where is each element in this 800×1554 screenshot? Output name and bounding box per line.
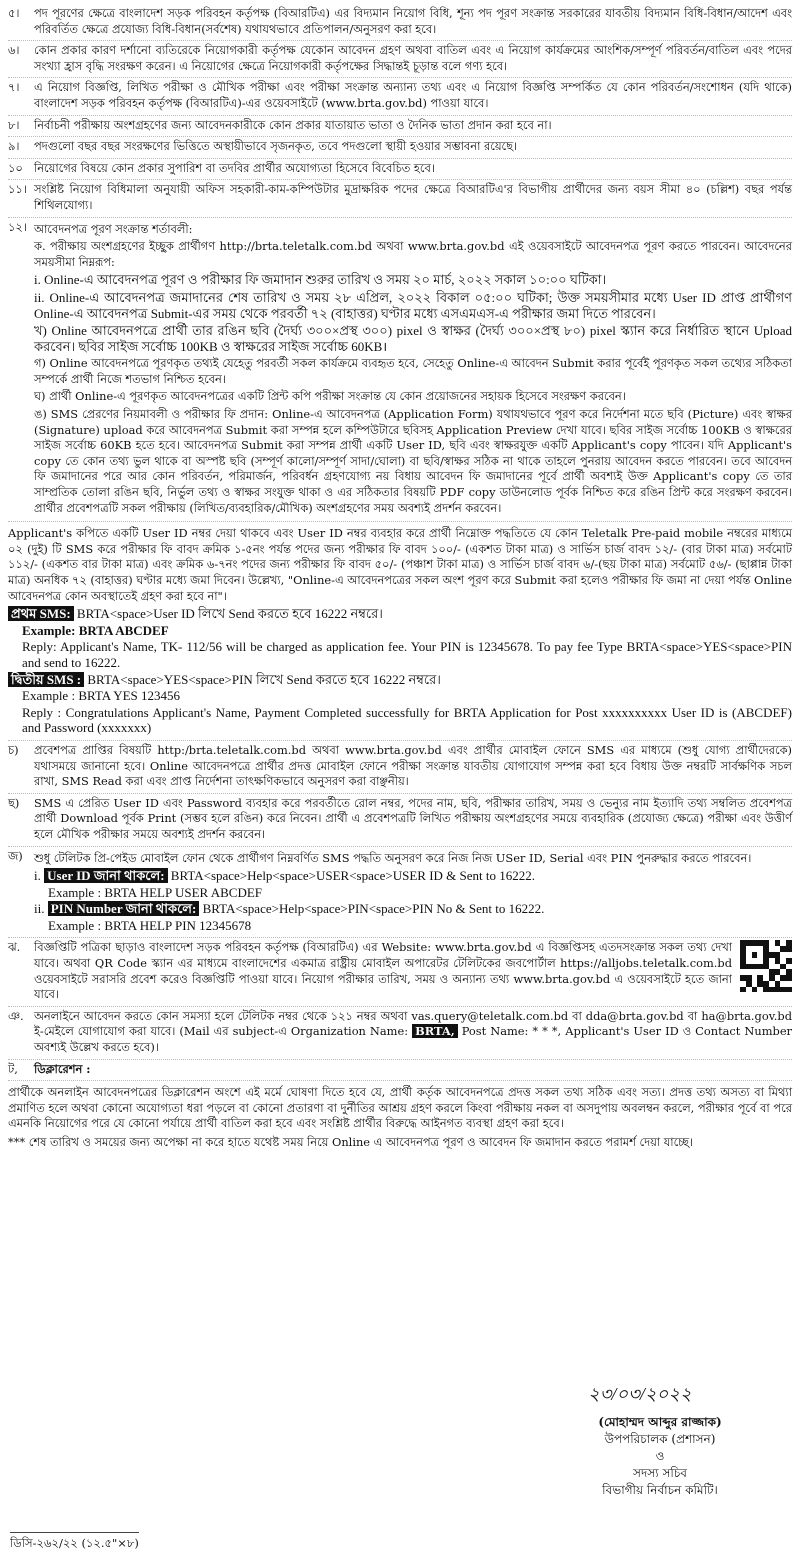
application-conditions-title: আবেদনপত্র পূরণ সংক্রান্ত শর্তাবলী: <box>34 221 193 236</box>
signatory-name: (মোহাম্মদ আব্দুর রাজ্জাক) <box>598 1415 722 1429</box>
signatory-committee: বিভাগীয় নির্বাচন কমিটি। <box>602 1483 718 1497</box>
signatory-role: সদস্য সচিব <box>633 1466 687 1480</box>
pin-recovery-text: BRTA<space>Help<space>PIN<space>PIN No & Sent to 16222. <box>202 901 545 917</box>
signatory-designation: উপপরিচালক (প্রশাসন) <box>604 1432 716 1446</box>
clause-nya: ঞ. অনলাইনে আবেদন করতে কোন সমস্যা হলে টেলিটক নম্বর থেকে ১২১ নম্বর অথবা vas.query@teletalk.com.bd বা dda@brta.gov.bd বা ha@brta.gov.bd ই-মেইলে যোগাযোগ করা যাবে। (Mail এর subject-এ Organization Name: BRTA, Post Name: * * *, Applicant's User ID ও Contact Number অবশ্যই উল্লেখ করতে হবে)। <box>8 1007 792 1060</box>
clause-11: ১১। সংশ্লিষ্ট নিয়োগ বিধিমালা অনুযায়ী অফিস সহকারী-কাম-কম্পিউটার মুদ্রাক্ষরিক পদের ক্ষেত্রে বিআরটিএ'র বিভাগীয় প্রার্থীদের জন্য বয়স সীমা ৪০ (চল্লিশ) বছর পর্যন্ত শিথিলযোগ্য। <box>8 180 792 217</box>
end-date: ii. Online-এ আবেদনপত্র জমাদানের শেষ তারিখ ও সময় ২৮ এপ্রিল, ২০২২ বিকাল ০৫:০০ ঘটিকা; উক্ত সময়সীমার মধ্যে User ID প্রাপ্ত প্রার্থীগণ Online-এ আবেদনপত্র Submit-এর সময় থেকে পরবর্তী ৭২ (বাহাত্তর) ঘণ্টার মধ্যে এসএমএস-এ পরীক্ষার জমা দিতে পারবেন। <box>34 289 792 321</box>
clause-chha: ছ) SMS এ প্রেরিত User ID এবং Password ব্যবহার করে পরবর্তীতে রোল নম্বর, পদের নাম, ছবি, পরীক্ষার তারিখ, সময় ও ভেন্যুর নাম ইত্যাদি তথ্য সম্বলিত প্রবেশপত্র প্রার্থী Download পূর্বক Print (সম্ভব হলে রঙিন) করে নিবেন। প্রার্থী এ প্রবেশপত্রটি লিখিত পরীক্ষায় অংশগ্রহণের সময়ে ব্যবহারিক (প্রযোজ্য ক্ষেত্রে) পরীক্ষা এবং উত্তীর্ণ হলে মৌখিক পরীক্ষার সময়ে অবশ্যই প্রদর্শন করবেন। <box>8 794 792 847</box>
signature-block <box>560 1386 760 1499</box>
pin-example: Example : BRTA HELP PIN 12345678 <box>48 917 252 933</box>
organization-name-badge: BRTA, <box>412 1024 458 1038</box>
first-sms-example: Example: BRTA ABCDEF <box>22 622 169 638</box>
clause-9: ৯। পদগুলো বছর বছর সংরক্ষণের ভিত্তিতে অস্থায়ীভাবে সৃজনকৃত, তবে পদগুলো স্থায়ী হওয়ার সম্ভাবনা রয়েছে। <box>8 137 792 159</box>
declaration-text: প্রার্থীকে অনলাইন আবেদনপত্রের ডিক্লারেশন অংশে এই মর্মে ঘোষণা দিতে হবে যে, প্রার্থী কর্তৃক আবেদনপত্রে প্রদত্ত সকল তথ্য সঠিক এবং সত্য। প্রদত্ত তথ্য অসত্য বা মিথ্যা প্রমাণিত হলে অথবা কোনো অযোগ্যতা ধরা পড়লে বা কোনো প্রতারণা বা দুর্নীতির আশ্রয় গ্রহণ করলে কিংবা পরীক্ষায় নকল বা অসদুপায় অবলম্বন করলে, পরীক্ষার পূর্বে বা পরে এমনকি নিয়োগের পরে যে কোনো পর্যায়ে প্রার্থী বাতিল করা হবে এবং সংশ্লিষ্ট প্রার্থীর বিরুদ্ধে আইনগত ব্যবস্থা গ্রহণ করা হবে। <box>8 1085 792 1131</box>
clause-12-ka: ক. পরীক্ষায় অংশগ্রহণের ইচ্ছুক প্রার্থীগণ http://brta.teletalk.com.bd অথবা www.brta.gov.bd এই ওয়েবসাইটে আবেদনপত্র পূরণ করতে পারবেন। আবেদনের সময়সীমা নিম্নরূপ: <box>34 239 792 269</box>
pin-number-label: PIN Number জানা থাকলে: <box>48 901 200 916</box>
first-sms-reply: Reply: Applicant's Name, TK- 112/56 will be charged as application fee. Your PIN is 12345678. To pay fee Type BRTA<space>YES<space>PIN and send to 16222. <box>22 639 792 670</box>
second-sms-example: Example : BRTA YES 123456 <box>22 688 181 704</box>
declaration-title: ডিক্লারেশন : <box>34 1061 91 1076</box>
user-id-example: Example : BRTA HELP USER ABCDEF <box>48 884 263 900</box>
clause-8: ৮। নির্বাচনী পরীক্ষায় অংশগ্রহণের জন্য আবেদনকারীকে কোন প্রকার যাতায়াত ভাতা ও দৈনিক ভাতা প্রদান করা হবে না। <box>8 116 792 138</box>
clause-10: ১০ নিয়োগের বিষয়ে কোন প্রকার সুপারিশ বা তদবির প্রার্থীর অযোগ্যতা হিসেবে বিবেচিত হবে। <box>8 159 792 181</box>
clause-cha: চ) প্রবেশপত্র প্রাপ্তির বিষয়টি http:/brta.teletalk.com.bd অথবা www.brta.gov.bd এবং প্রার্থীর মোবাইল ফোনে SMS এর মাধ্যমে (শুধু যোগ্য প্রার্থীদেরকে) যথাসময়ে জানানো হবে। Online আবেদনপত্রে প্রার্থীর প্রদত্ত মোবাইল ফোনে পরীক্ষা সংক্রান্ত যাবতীয় যোগাযোগ সম্পন্ন করা হবে বিধায় উক্ত নম্বরটি সার্বক্ষণিক সচল রাখা, SMS Read করা এবং প্রাপ্ত নির্দেশনা তাৎক্ষণিকভাবে অনুসরণ করা বাঞ্ছনীয়। <box>8 741 792 794</box>
second-sms-reply: Reply : Congratulations Applicant's Name, Payment Completed successfully for BRTA Application for Post xxxxxxxxxx User ID is (ABCDEF) and Password (xxxxxxx) <box>22 704 792 736</box>
fee-instructions: Applicant's কপিতে একটি User ID নম্বর দেয়া থাকবে এবং User ID নম্বর ব্যবহার করে প্রার্থী নিম্নোক্ত পদ্ধতিতে যে কোন Teletalk Pre-paid mobile নম্বরের মাধ্যমে ০২ (দুই) টি SMS করে পরীক্ষার ফি বাবদ ক্রমিক ১-৫নং পর্যন্ত পদের জন্য পরীক্ষার ফি বাবদ ১০০/- (একশত টাকা মাত্র) ও সার্ভিস চার্জ বাবদ ১২/- (বার টাকা মাত্র) সর্বমোট ১১২/- (একশত বার টাকা মাত্র) এবং ক্রমিক ৬-৭নং পদের জন্য পরীক্ষার ফি বাবদ ৫০/- (পঞ্চাশ টাকা মাত্র) ও সার্ভিস চার্জ বাবদ ৬/-(ছয় টাকা মাত্র) সর্বমোট ৫৬/- (ছাপ্পান্ন টাকা মাত্র) অনধিক ৭২ (বাহাত্তর) ঘণ্টার মধ্যে জমা দিবেন। উল্লেখ্য, "Online-এ আবেদনপত্রের সকল অংশ পূরণ করে Submit করা হলেও পরীক্ষার ফি জমা না দেয়া পর্যন্ত Online আবেদনপত্র কোন অবস্থাতেই গ্রহণ করা হবে না"। <box>8 526 792 603</box>
clause-ja: জ) শুধু টেলিটক প্রি-পেইড মোবাইল ফোন থেকে প্রার্থীগণ নিম্নবর্ণিত SMS পদ্ধতি অনুসরণ করে নিজ নিজ USer ID, Serial এবং PIN পুনরুদ্ধার করতে পারবেন। i. User ID জানা থাকলে: BRTA<space>Help<space>USER<space>USER ID & Sent to 16222. Example : BRTA HELP USER ABCDEF ii. PIN Number জানা থাকলে: BRTA<space>Help<space>PIN<space>PIN No & Sent to 16222. Example : BRTA HELP PIN 12345678 <box>8 847 792 939</box>
second-sms-label: দ্বিতীয় SMS : <box>8 672 84 687</box>
clause-12-kha: খ) Online আবেদনপত্রে প্রার্থী তার রঙিন ছবি (দৈর্ঘ্য ৩০০×প্রস্থ ৩০০) pixel ও স্বাক্ষর (দৈর্ঘ্য ৩০০×প্রস্থ ৮০) pixel স্ক্যান করে নির্ধারিত স্থানে Upload করবেন। ছবির সাইজ সর্বোচ্চ 100KB ও স্বাক্ষরের সাইজ সর্বোচ্চ 60KB। <box>34 323 792 354</box>
qr-code-icon <box>740 940 792 992</box>
clause-5: ৫। পদ পূরণের ক্ষেত্রে বাংলাদেশ সড়ক পরিবহন কর্তৃপক্ষ (বিআরটিএ) এর বিদ্যমান নিয়োগ বিধি, শূন্য পদ পূরণ সংক্রান্ত সরকারের যাবতীয় বিদ্যমান বিধি-বিধান/আদেশ এবং পরিবর্তিত ক্ষেত্রে প্রযোজ্য বিধি-বিধান(সর্বশেষ) যথাযথভাবে প্রতিপালন/অনুসরণ করা হবে। <box>8 4 792 41</box>
second-sms-text: BRTA<space>YES<space>PIN লিখে Send করতে হবে 16222 নম্বরে। <box>87 671 441 687</box>
first-sms-label: প্রথম SMS: <box>8 606 74 621</box>
user-id-label: User ID জানা থাকলে: <box>44 868 167 883</box>
clause-ta: ট, ডিক্লারেশন : <box>8 1060 792 1082</box>
clause-12-gha: ঘ) প্রার্থী Online-এ পূরণকৃত আবেদনপত্রের একটি প্রিন্ট কপি পরীক্ষা সংক্রান্ত যে কোন প্রয়োজনের সহায়ক হিসেবে সংরক্ষণ করবেন। <box>34 389 626 404</box>
signatory-and: ও <box>655 1449 665 1463</box>
first-sms-text: BRTA<space>User ID লিখে Send করতে হবে 16222 নম্বরে। <box>76 606 383 622</box>
footer-code: ডিসি-২৬২/২২ (১২.৫"×৮) <box>10 1532 139 1554</box>
clause-12: ১২। আবেদনপত্র পূরণ সংক্রান্ত শর্তাবলী: ক. পরীক্ষায় অংশগ্রহণের ইচ্ছুক প্রার্থীগণ http://brta.teletalk.com.bd অথবা www.brta.gov.bd এই ওয়েবসাইটে আবেদনপত্র পূরণ করতে পারবেন। আবেদনের সময়সীমা নিম্নরূপ: i. Online-এ আবেদনপত্র পূরণ ও পরীক্ষার ফি জমাদান শুরুর তারিখ ও সময় ২০ মার্চ, ২০২২ সকাল ১০:০০ ঘটিকা। ii. Online-এ আবেদনপত্র জমাদানের শেষ তারিখ ও সময় ২৮ এপ্রিল, ২০২২ বিকাল ০৫:০০ ঘটিকা; উক্ত সময়সীমার মধ্যে User ID প্রাপ্ত প্রার্থীগণ Online-এ আবেদনপত্র Submit-এর সময় থেকে পরবর্তী ৭২ (বাহাত্তর) ঘণ্টার মধ্যে এসএমএস-এ পরীক্ষার জমা দিতে পারবেন। খ) Online আবেদনপত্রে প্রার্থী তার রঙিন ছবি (দৈর্ঘ্য ৩০০×প্রস্থ ৩০০) pixel ও স্বাক্ষর (দৈর্ঘ্য ৩০০×প্রস্থ ৮০) pixel স্ক্যান করে নির্ধারিত স্থানে Upload করবেন। ছবির সাইজ সর্বোচ্চ 100KB ও স্বাক্ষরের সাইজ সর্বোচ্চ 60KB। গ) Online আবেদনপত্রে পূরণকৃত তথ্যই যেহেতু পরবর্তী সকল কার্যক্রমে ব্যবহৃত হবে, সেহেতু Online-এ আবেদন Submit করার পূর্বেই পূরণকৃত সকল তথ্যের সঠিকতা সম্পর্কে প্রার্থী নিজে শতভাগ নিশ্চিত হবেন। ঘ) প্রার্থী Online-এ পূরণকৃত আবেদনপত্রের একটি প্রিন্ট কপি পরীক্ষা সংক্রান্ত যে কোন প্রয়োজনের সহায়ক হিসেবে সংরক্ষণ করবেন। ঙ) SMS প্রেরণের নিয়মাবলী ও পরীক্ষার ফি প্রদান: Online-এ আবেদনপত্র (Application Form) যথাযথভাবে পূরণ করে নির্দেশনা মতে ছবি (Picture) এবং স্বাক্ষর (Signature) upload করে আবেদনপত্র Submit করা সম্পন্ন হলে কম্পিউটারে ছবিসহ Application Preview দেখা যাবে। ছবির সাইজ সর্বোচ্চ 100KB ও স্বাক্ষরের সাইজ সর্বোচ্চ 60KB হতে হবে। আবেদনপত্র Submit করা সম্পন্ন প্রার্থী একটি User ID, ছবি এবং স্বাক্ষরযুক্ত একটি Applicant's copy পাবেন। যদি Applicant's copy তে কোন তথ্য ভুল থাকে বা অস্পষ্ট ছবি (সম্পূর্ণ কালো/সম্পূর্ণ সাদা/ঘোলা) বা ছবি/স্বাক্ষর সঠিক না থাকে তাহলে পুনরায় আবেদন করতে পারবেন। তবে আবেদন ফি জমাদানের পরে আর কোন পরিবর্তন, পরিমার্জন, পরিবর্ধন গ্রহণযোগ্য নয় বিধায় আবেদন ফি জমাদানের পূর্বে প্রার্থী অবশ্যই উক্ত Applicant's copy তে তার সাম্প্রতিক তোলা রঙিন ছবি, নির্ভুল তথ্য ও স্বাক্ষর সংযুক্ত থাকা ও এর সঠিকতার বিষয়টি PDF copy ডাউনলোড পূর্বক নিশ্চিত করে রঙিন প্রিন্ট করে সংরক্ষণ করবেন। প্রার্থীর প্রবেশপত্রটি সকল পরীক্ষায় (লিখিত/ব্যবহারিক/মৌখিক) অংশগ্রহণের সময় অবশ্যই প্রদর্শন করবেন। <box>8 218 792 523</box>
clause-12-ga: গ) Online আবেদনপত্রে পূরণকৃত তথ্যই যেহেতু পরবর্তী সকল কার্যক্রমে ব্যবহৃত হবে, সেহেতু Online-এ আবেদন Submit করার পূর্বেই পূরণকৃত সকল তথ্যের সঠিকতা সম্পর্কে প্রার্থী নিজে শতভাগ নিশ্চিত হবেন। <box>34 356 792 386</box>
clause-12-uma: ঙ) SMS প্রেরণের নিয়মাবলী ও পরীক্ষার ফি প্রদান: Online-এ আবেদনপত্র (Application Form) যথাযথভাবে পূরণ করে নির্দেশনা মতে ছবি (Picture) এবং স্বাক্ষর (Signature) upload করে আবেদনপত্র Submit করা সম্পন্ন হলে কম্পিউটারে ছবিসহ Application Preview দেখা যাবে। ছবির সাইজ সর্বোচ্চ 100KB ও স্বাক্ষরের সাইজ সর্বোচ্চ 60KB হতে হবে। আবেদনপত্র Submit করা সম্পন্ন প্রার্থী একটি User ID, ছবি এবং স্বাক্ষরযুক্ত একটি Applicant's copy পাবেন। যদি Applicant's copy তে কোন তথ্য ভুল থাকে বা অস্পষ্ট ছবি (সম্পূর্ণ কালো/সম্পূর্ণ সাদা/ঘোলা) বা ছবি/স্বাক্ষর সঠিক না থাকে তাহলে পুনরায় আবেদন করতে পারবেন। তবে আবেদন ফি জমাদানের পরে আর কোন পরিবর্তন, পরিমার্জন, পরিবর্ধন গ্রহণযোগ্য নয় বিধায় আবেদন ফি জমাদানের পূর্বে প্রার্থী অবশ্যই উক্ত Applicant's copy তে তার সাম্প্রতিক তোলা রঙিন ছবি, নির্ভুল তথ্য ও স্বাক্ষর সংযুক্ত থাকা ও এর সঠিকতার বিষয়টি PDF copy ডাউনলোড পূর্বক নিশ্চিত করে রঙিন প্রিন্ট করে সংরক্ষণ করবেন। প্রার্থীর প্রবেশপত্রটি সকল পরীক্ষায় (লিখিত/ব্যবহারিক/মৌখিক) অংশগ্রহণের সময় অবশ্যই প্রদর্শন করবেন। <box>34 407 792 515</box>
start-date: i. Online-এ আবেদনপত্র পূরণ ও পরীক্ষার ফি জমাদান শুরুর তারিখ ও সময় ২০ মার্চ, ২০২২ সকাল ১০:০০ ঘটিকা। <box>34 272 607 288</box>
clause-6: ৬। কোন প্রকার কারণ দর্শানো ব্যতিরেকে নিয়োগকারী কর্তৃপক্ষ যেকোন আবেদন গ্রহণ অথবা বাতিল এবং এ নিয়োগ কার্যক্রমের আংশিক/সম্পূর্ণ পরিবর্তন/বাতিল এবং পদের সংখ্যা হ্রাস বৃদ্ধি সংরক্ষণ করেন। এ নিয়োগের ক্ষেত্রে নিয়োগকারী কর্তৃপক্ষের সিদ্ধান্তই চূড়ান্ত বলে গণ্য হবে। <box>8 41 792 78</box>
fee-block <box>8 522 792 741</box>
signature-handwriting: ২৩/০৩/২০২২ <box>588 1384 692 1404</box>
declaration-block <box>8 1081 792 1153</box>
user-id-recovery-text: BRTA<space>Help<space>USER<space>USER ID & Sent to 16222. <box>170 868 536 884</box>
clause-7: ৭। এ নিয়োগ বিজ্ঞপ্তি, লিখিত পরীক্ষা ও মৌখিক পরীক্ষা এবং পরীক্ষা সংক্রান্ত অন্যান্য তথ্য এবং এ নিয়োগ বিজ্ঞপ্তি সম্পর্কিত যে কোন পরিবর্তন/সংশোধন (যদি থাকে) বাংলাদেশ সড়ক পরিবহন কর্তৃপক্ষ (বিআরটিএ)-এর ওয়েবসাইটে (www.brta.gov.bd) পাওয়া যাবে। <box>8 78 792 115</box>
conditions-list <box>8 4 792 1154</box>
clause-jha: ঝ. বিজ্ঞপ্তিটি পত্রিকা ছাড়াও বাংলাদেশ সড়ক পরিবহন কর্তৃপক্ষ (বিআরটিএ) এর Website: www.brta.gov.bd এ বিজ্ঞপ্তিসহ এতদসংক্রান্ত সকল তথ্য দেখা যাবে। অথবা QR Code স্ক্যান এর মাধ্যমে বাংলাদেশের একমাত্র রাষ্ট্রীয় মোবাইল অপারেটর টেলিটকের জবপোর্টাল https://alljobs.teletalk.com.bd ওয়েবসাইটে সরাসরি প্রবেশ করেও বিজ্ঞপ্তিটি পাওয়া যাবে। নিয়োগ পরীক্ষার তারিখ, সময় ও অন্যান্য তথ্য www.brta.gov.bd এ ওয়েবসাইটে হতে জানা যাবে। <box>8 938 792 1006</box>
deadline-footnote: *** শেষ তারিখ ও সময়ের জন্য অপেক্ষা না করে হাতে যথেষ্ট সময় নিয়ে Online এ আবেদনপত্র পূরণ ও আবেদন ফি জমাদান করতে পরামর্শ দেয়া যাচ্ছে। <box>8 1135 694 1149</box>
